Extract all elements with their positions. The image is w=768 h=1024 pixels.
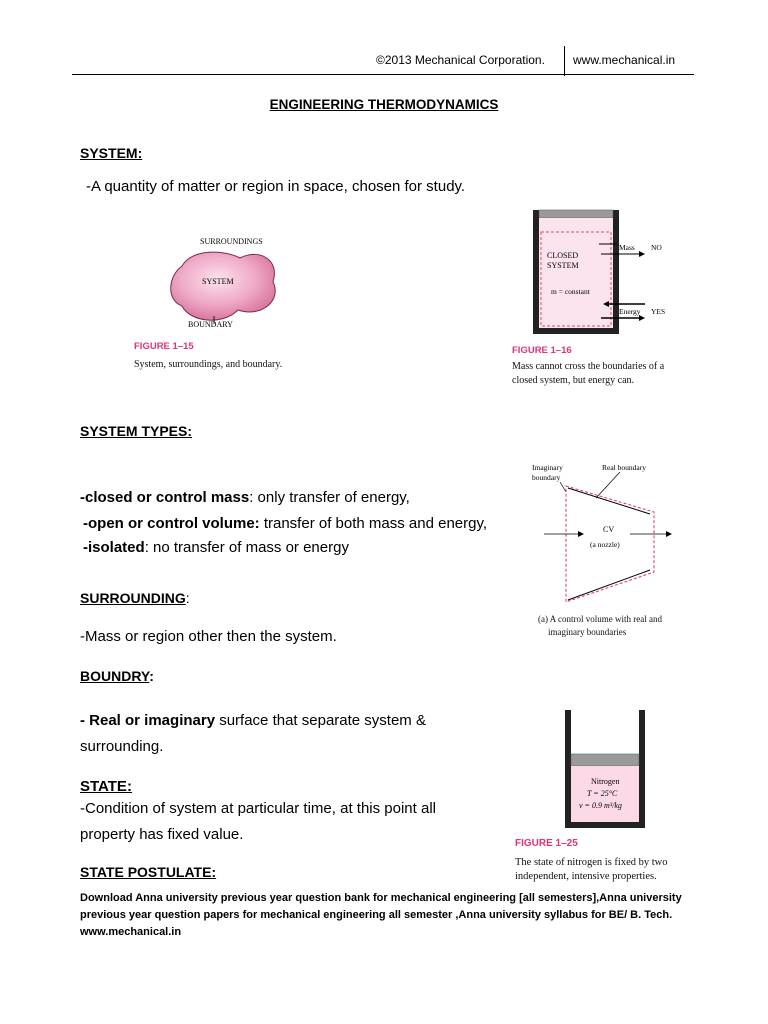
figure-nitrogen-diagram bbox=[555, 708, 655, 830]
mass-no-label: NO bbox=[651, 243, 662, 252]
mass-constant-label: m = constant bbox=[551, 287, 590, 296]
system-type-closed-desc: : only transfer of energy, bbox=[249, 489, 410, 506]
state-heading: STATE: bbox=[80, 778, 132, 795]
surrounding-heading-text: SURROUNDING bbox=[80, 590, 186, 606]
header-separator bbox=[564, 46, 565, 76]
footer-text: Download Anna university previous year question bank for mechanical engineering [all semesters],Anna university previous year question papers for mechanical engineering all semester ,Anna university syllabus for BE/ B. Tech. www.mechanical.in bbox=[80, 892, 682, 938]
system-type-isolated-term: -isolated bbox=[83, 539, 145, 556]
website-link[interactable]: www.mechanical.in bbox=[573, 53, 676, 67]
figure-1-16-caption-2: closed system, but energy can. bbox=[512, 375, 635, 386]
surrounding-colon: : bbox=[185, 590, 190, 606]
figure-1-15-label: FIGURE 1–15 bbox=[134, 341, 194, 352]
closed-label: CLOSED bbox=[547, 251, 579, 260]
nitrogen-label: Nitrogen bbox=[591, 777, 620, 786]
boundary-label: BOUNDARY bbox=[188, 320, 233, 329]
figure-cv-caption-2: imaginary boundaries bbox=[548, 627, 627, 637]
closed-system-label: SYSTEM bbox=[547, 261, 579, 270]
figure-cv-caption-1: (a) A control volume with real and bbox=[538, 614, 662, 624]
imaginary-label-1: Imaginary bbox=[532, 463, 563, 472]
boundry-rest: surface that separate system & bbox=[215, 712, 426, 729]
surrounding-heading bbox=[80, 590, 190, 606]
header-rule bbox=[72, 74, 694, 75]
figure-1-16-label: FIGURE 1–16 bbox=[512, 345, 572, 356]
system-label: SYSTEM bbox=[202, 277, 234, 286]
real-boundary-label: Real boundary bbox=[602, 463, 646, 472]
figure-1-25-label: FIGURE 1–25 bbox=[515, 838, 578, 849]
energy-label: Energy bbox=[619, 307, 641, 316]
imaginary-label-2: boundary bbox=[532, 473, 561, 482]
state-line-1: -Condition of system at particular time, at this point all bbox=[80, 800, 436, 817]
boundry-bold: - Real or imaginary bbox=[80, 712, 216, 729]
boundry-colon: : bbox=[149, 668, 154, 684]
system-type-isolated-desc: : no transfer of mass or energy bbox=[144, 539, 349, 556]
system-type-open-desc: transfer of both mass and energy, bbox=[259, 515, 488, 532]
boundry-heading bbox=[80, 668, 154, 684]
surroundings-label: SURROUNDINGS bbox=[200, 237, 263, 246]
state-postulate-heading: STATE POSTULATE: bbox=[80, 864, 217, 880]
boundry-heading-text: BOUNDRY bbox=[80, 668, 150, 684]
figure-1-15-caption: System, surroundings, and boundary. bbox=[134, 359, 283, 370]
figure-closed-system-diagram bbox=[505, 208, 695, 338]
figure-system-diagram bbox=[130, 230, 310, 335]
copyright-text: ©2013 Mechanical Corporation. bbox=[376, 53, 545, 67]
figure-1-16-caption-1: Mass cannot cross the boundaries of a bbox=[512, 361, 665, 372]
system-heading: SYSTEM: bbox=[80, 145, 143, 161]
system-type-open-term: -open or control volume: bbox=[83, 515, 260, 532]
system-types-heading: SYSTEM TYPES: bbox=[80, 423, 193, 439]
cv-label: CV bbox=[603, 525, 615, 534]
boundry-line-2: surrounding. bbox=[80, 738, 164, 755]
system-type-closed bbox=[80, 485, 410, 510]
system-type-isolated bbox=[83, 535, 349, 560]
nozzle-label: (a nozzle) bbox=[590, 540, 620, 549]
boundry-line-1 bbox=[80, 708, 426, 733]
surrounding-definition: -Mass or region other then the system. bbox=[80, 628, 337, 645]
temperature-label: T = 25°C bbox=[587, 789, 618, 798]
figure-1-25-caption-2: independent, intensive properties. bbox=[515, 871, 657, 882]
system-type-closed-term: -closed or control mass bbox=[80, 489, 250, 506]
mass-label: Mass bbox=[619, 243, 635, 252]
state-line-2: property has fixed value. bbox=[80, 826, 244, 843]
energy-yes-label: YES bbox=[651, 307, 666, 316]
system-definition: -A quantity of matter or region in space, chosen for study. bbox=[86, 178, 466, 195]
page-title: ENGINEERING THERMODYNAMICS bbox=[269, 97, 499, 112]
system-type-open bbox=[83, 511, 487, 536]
figure-1-25-caption-1: The state of nitrogen is fixed by two bbox=[515, 857, 668, 868]
specific-volume-label: v = 0.9 m³/kg bbox=[579, 801, 622, 810]
